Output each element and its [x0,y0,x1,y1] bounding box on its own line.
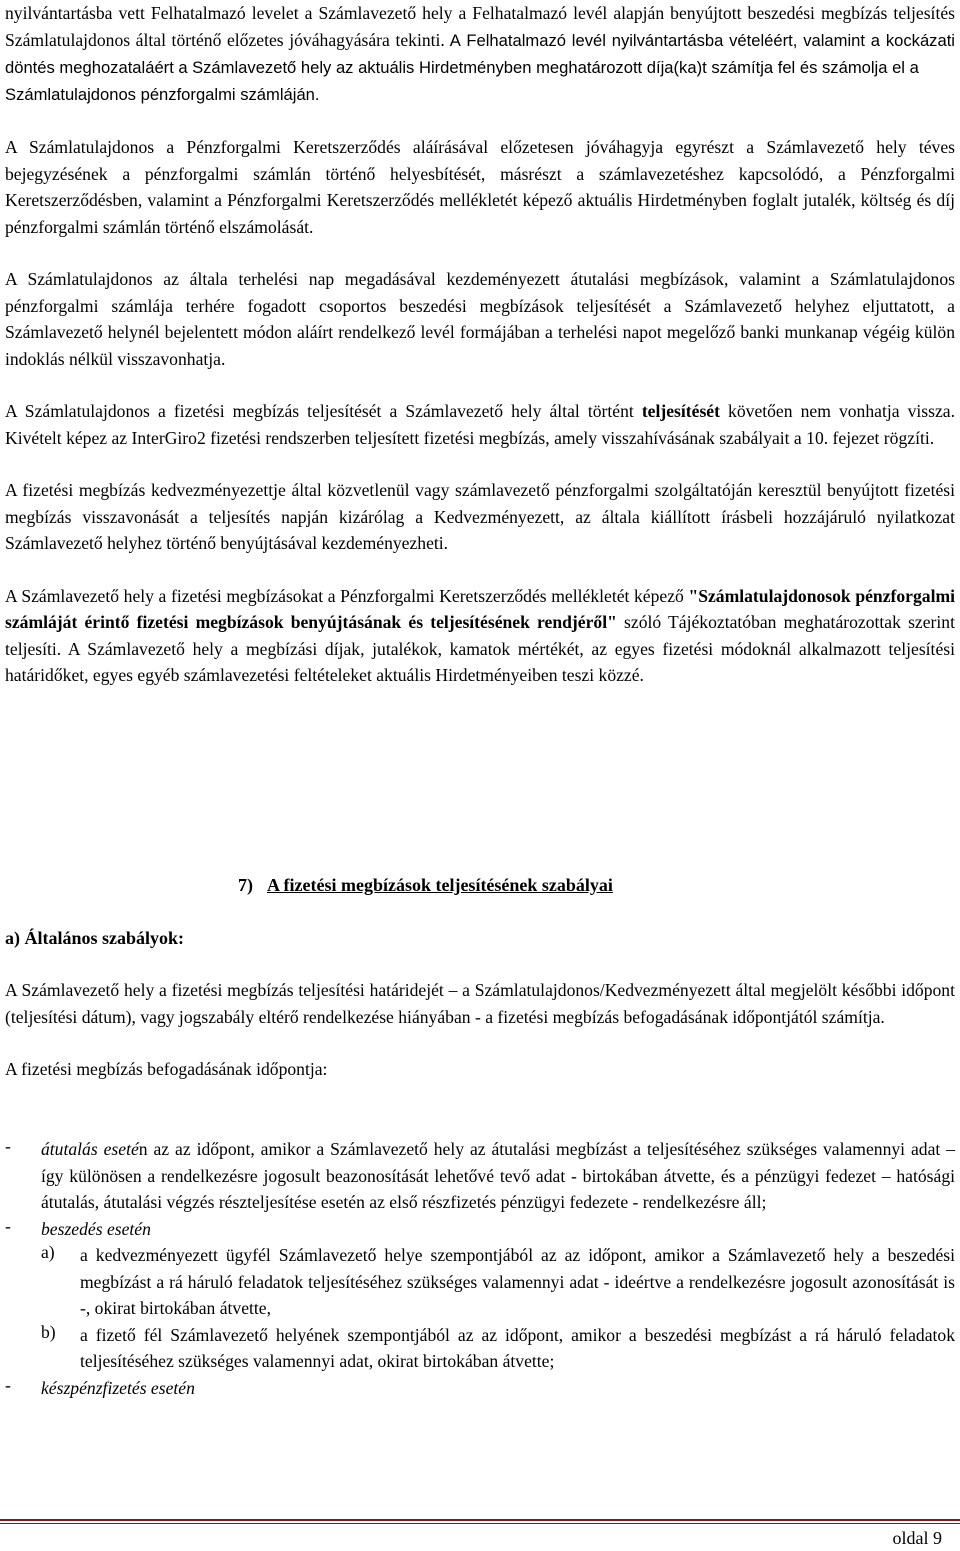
footer-rule-thin [0,1523,960,1524]
text-line: Számlavezető hely az aktuális Hirdetményben meghatározott díja(ka)t számítja fel és számolja el a [192,58,919,77]
page-number: oldal 9 [892,1528,942,1548]
paragraph-acceptance-time: A fizetési megbízás befogadásának időpontja: [5,1059,328,1079]
paragraph-execution [5,583,955,689]
list-item [5,1136,955,1216]
sub-list-text: a kedvezményezett ügyfél Számlavezető helye szempontjából az az időpont, amikor a Számlavezető hely a beszedési megbízást a rá háruló feladatok teljesítéséhez szükséges valamennyi adat - ideértve a rendelkezésre jogosult azonosítását is -, okirat birtokában átvette, [80,1245,955,1318]
text-run: A Számlavezető hely a fizetési megbízásokat a Pénzforgalmi Keretszerződés mellékletét képező [5,585,689,606]
list-item [5,1216,955,1243]
italic-text: beszedés esetén [41,1218,151,1239]
sub-list-marker: b) [41,1321,56,1342]
text-run: szóló Tájékoztatóban meghatározottak szerint teljesíti. A Számlavezető hely a megbízási díjak, jutalékok, kamatok mértékét, az egyes fizetési módoknál alkalmazott teljesítési határidőket, egyes egyéb számlavezetési feltételeket aktuális Hirdetményeiben teszi közzé. [5,612,955,685]
paragraph-revocation: A Számlatulajdonos az általa terhelési nap megadásával kezdeményezett átutalási megbízások, valamint a Számlatulajdonos pénzforgalmi számlája terhére fogadott csoportos beszedési megbízások teljesítését a Számlavezető helyhez eljuttatott, a Számlavezető helynél bejelentett módon aláírt rendelkező levél formájában a terhelési napot megelőző banki munkanap végéig külön indoklás nélkül visszavonhatja. [5,269,955,369]
italic-text: átutalás eseté [41,1139,139,1159]
paragraph-beneficiary-revocation: A fizetési megbízás kedvezményezettje által közvetlenül vagy számlavezető pénzforgalmi szolgáltatóján keresztül benyújtott fizetési megbízás visszavonását a teljesítés napján kizárólag a Kedvezményezett, az általa kiállított írásbeli hozzájáruló nyilatkozat Számlavezető helyhez történő benyújtásával kezdeményezheti. [5,480,955,553]
text-line: nyilvántartásba vett Felhatalmazó levelet a Számlavezető hely a Felhatalmazó levél alapján benyújtott [5,3,742,23]
paragraph-deadline: A Számlavezető hely a fizetési megbízás teljesítési határidejét – a Számlatulajdonos/Kedvezményezett által megjelölt későbbi időpont (teljesítési dátum), vagy jogszabály eltérő rendelkezése hiányában - a fizetési megbízás befogadásának időpontjától számítja. [5,980,955,1027]
bold-text: teljesítését [641,401,720,421]
text-run: A Számlatulajdonos a fizetési megbízás teljesítését a Számlavezető hely által történt [5,401,642,421]
list-item [5,1375,955,1402]
subsection-heading: a) Általános szabályok: [5,928,185,948]
document-body [5,0,955,689]
text-line: Felhatalmazó levél nyilvántartásba vételéért, valamint a kockázati döntés meghozataláért a [5,30,955,77]
paragraph-mandate-letter [5,0,955,108]
italic-text: készpénzfizetés esetén [41,1377,195,1398]
section-heading [238,872,613,898]
text-line: Számlatulajdonos pénzforgalmi számláján. [5,84,320,104]
bold-text: "Számlatulajdonosok pénzforgalmi számláját érintő fizetési megbízások benyújtásának és teljesítésének rendjéről" [5,585,956,632]
list-dash: - [5,1215,11,1236]
section-number: 7) [238,875,253,895]
text-line: A [444,30,461,50]
list-dash: - [5,1374,11,1395]
paragraph-consent: A Számlatulajdonos a Pénzforgalmi Keretszerződés aláírásával előzetesen jóváhagyja egyrészt a Számlavezető hely téves bejegyzésének a pénzforgalmi számlán történő helyesbítését, másrészt a számlavezetéshez kapcsolódó, a Pénzforgalmi Keretszerződésben, valamint a Pénzforgalmi Keretszerződés mellékletét képező aktuális Hirdetményben foglalt jutalék, költség és díj pénzforgalmi számlán történő elszámolását. [5,137,955,237]
text-run: követően nem vonhatja vissza. Kivételt képez az InterGiro2 fizetési rendszerben teljesített fizetési megbízás, amely visszahívásának szabályait a 10. fejezet rögzíti. [5,401,955,448]
sub-list-item [5,1322,955,1375]
footer-rule [0,1519,960,1521]
sub-list-text: a fizető fél Számlavezető helyének szempontjából az az időpont, amikor a beszedési megbízást a rá háruló feladatok teljesítéséhez szükséges valamennyi adat, okirat birtokában átvette; [80,1324,955,1371]
acceptance-list [5,1136,955,1401]
paragraph-irrevocability [5,398,955,451]
sub-list-marker: a) [41,1242,55,1262]
text-run: n az az időpont, amikor a Számlavezető hely az átutalási megbízást a teljesítéséhez szükséges valamennyi adat – így különösen a rendelkezésre jogosult beazonosítását lehetővé tevő adat - birtokában átvette, és a pénzügyi fedezet – hatósági átutalás, átutalási végzés részteljesítése esetén az első részfizetés pénzügyi fedezete - rendelkezésre áll; [41,1139,955,1212]
rules-block [5,977,955,1083]
text-line: beszedési megbízás teljesítés Számlatulajdonos által történő előzetes jóváhagyására tekinti. [5,3,955,50]
sub-list-item [5,1242,955,1322]
section-title: A fizetési megbízások teljesítésének szabályai [267,875,613,895]
list-dash: - [5,1136,11,1156]
